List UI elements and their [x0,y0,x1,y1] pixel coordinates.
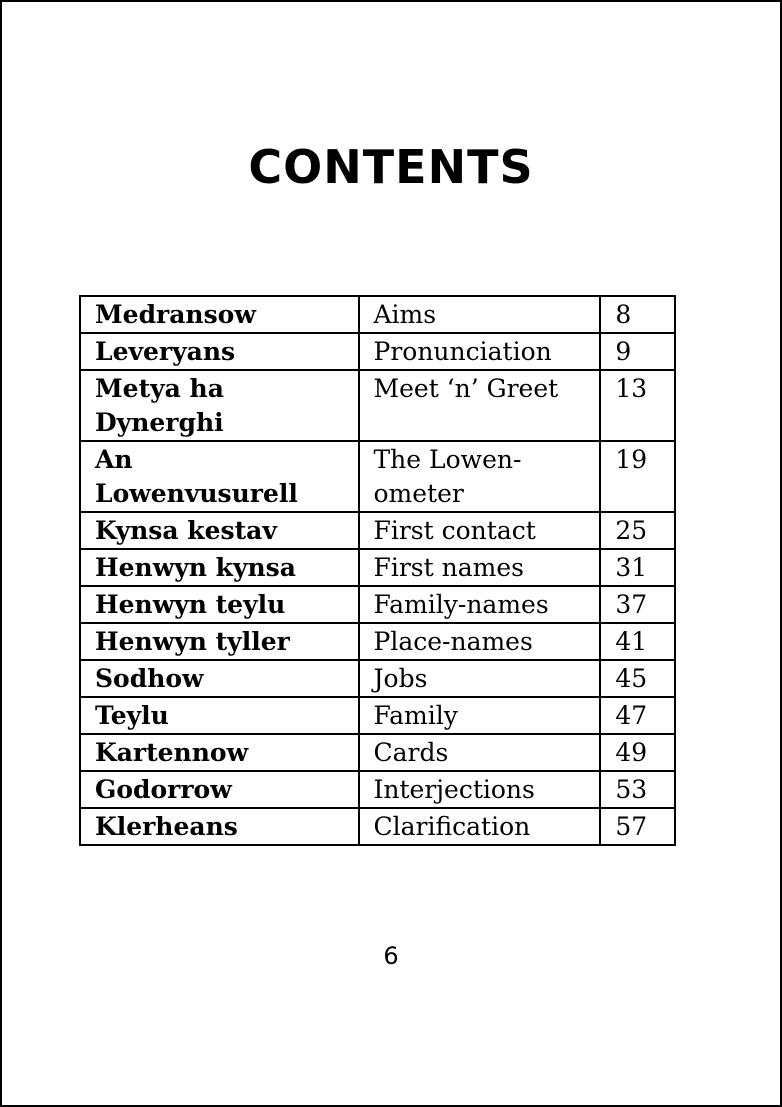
table-row [80,697,675,734]
page-number-cell: 37 [600,586,675,623]
cornish-title-cell: Kartennow [80,734,359,771]
page-number-cell: 47 [600,697,675,734]
english-title-cell: Pronunciation [359,333,601,370]
table-row [80,771,675,808]
table-row [80,586,675,623]
cornish-title-cell: Henwyn kynsa [80,549,359,586]
page-number-cell: 41 [600,623,675,660]
table-row [80,296,675,333]
page-number-cell: 53 [600,771,675,808]
english-title-cell: First names [359,549,601,586]
cornish-title-cell: Godorrow [80,771,359,808]
page-number: 6 [383,942,399,970]
english-title-cell: Clarification [359,808,601,845]
page-number-cell: 19 [600,441,675,512]
table-row [80,734,675,771]
english-title-cell: First contact [359,512,601,549]
cornish-title-cell: Klerheans [80,808,359,845]
page-number-cell: 13 [600,370,675,441]
table-row [80,623,675,660]
page-number-cell: 49 [600,734,675,771]
english-title-cell: Place-names [359,623,601,660]
page-number-cell: 25 [600,512,675,549]
table-row [80,370,675,441]
english-title-cell: Jobs [359,660,601,697]
table-row [80,549,675,586]
table-row [80,441,675,512]
english-title-cell: Cards [359,734,601,771]
cornish-title-cell: Kynsa kestav [80,512,359,549]
english-title-cell: Family [359,697,601,734]
table-row [80,808,675,845]
table-row [80,512,675,549]
table-row [80,333,675,370]
page-title: CONTENTS [248,140,534,194]
cornish-title-cell: Medransow [80,296,359,333]
cornish-title-cell: Sodhow [80,660,359,697]
english-title-cell: Aims [359,296,601,333]
page-number-cell: 8 [600,296,675,333]
contents-table [79,295,676,846]
english-title-cell: The Lowen-ometer [359,441,601,512]
page-number-cell: 45 [600,660,675,697]
cornish-title-cell: An Lowenvusurell [80,441,359,512]
cornish-title-cell: Henwyn tyller [80,623,359,660]
cornish-title-cell: Metya ha Dynerghi [80,370,359,441]
table-row [80,660,675,697]
english-title-cell: Meet ‘n’ Greet [359,370,601,441]
cornish-title-cell: Henwyn teylu [80,586,359,623]
page-number-cell: 9 [600,333,675,370]
english-title-cell: Interjections [359,771,601,808]
page-number-cell: 57 [600,808,675,845]
english-title-cell: Family-names [359,586,601,623]
cornish-title-cell: Teylu [80,697,359,734]
page-number-cell: 31 [600,549,675,586]
cornish-title-cell: Leveryans [80,333,359,370]
